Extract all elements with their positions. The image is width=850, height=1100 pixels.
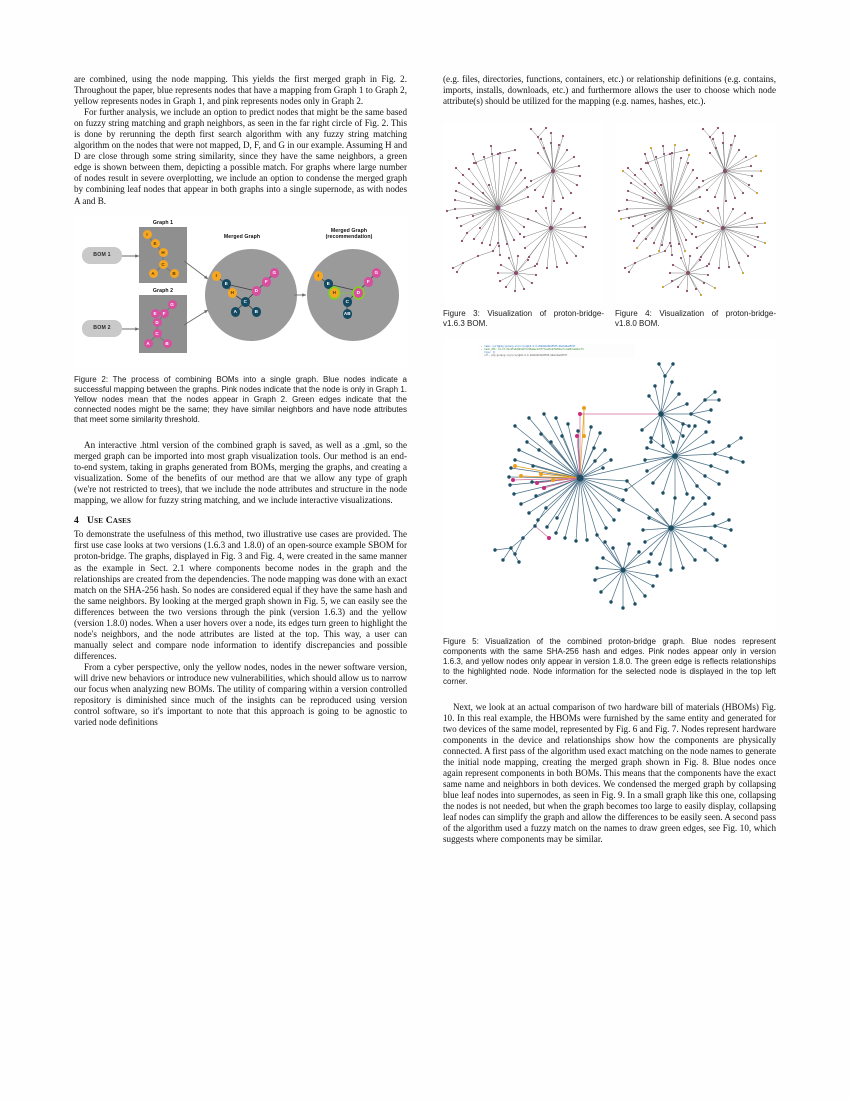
g1-node-A: A [149,269,158,278]
merged-node-D: D [252,286,262,296]
figure-3-graph [443,123,604,303]
rec-node-F: F [364,277,374,287]
merged-node-I: I [212,271,222,281]
g2-node-B: B [163,339,172,348]
figure-5-node-info-tooltip [479,344,635,358]
section-number: 4 [74,514,79,526]
figure-5-nodes [493,362,744,609]
rec-node-AB: AB [343,309,353,319]
paragraph-left-1: are combined, using the node mapping. This yields the first merged graph in Fig. 2. Throughout the paper, blue represents nodes that have a mapping from Graph 1 to Graph 2, yellow represents nodes in Graph 1, and pink represents nodes only in Graph 2. [74,74,407,107]
figure-3-caption: Figure 3: Visualization of proton-bridge-v1.6.3 BOM. [443,309,604,329]
figure-2 [74,217,407,426]
rec-node-E: E [324,279,334,289]
graph2-label: Graph 2 [152,287,174,294]
section-heading-use-cases [74,515,407,526]
paragraph-right-2: Next, we look at an actual comparison of two hardware bill of materials (HBOMs) Fig. 10. In this real example, the HBOMs were furnished by the same entity and generated for two devices of the same model, represented by Fig. 6 and Fig. 7. Nodes represent hardware components in the device and relationships show how the components are physically connected. A first pass of the algorithm used exact matching on the node names to generate the initial node mapping, creating the merged graph shown in Fig. 8. Blue nodes once again represent components in both BOMs. This means that the components have the exact same name and neighbors in both devices. We condensed the merged graph by collapsing blue leaf nodes into supernodes, as seen in Fig. 9. In a small graph like this one, collapsing the nodes is not needed, but when the graph becomes too large to easily display, collapsing leaf nodes can simplify the graph and allow the differences to be easily seen. A second pass of the algorithm used a fuzzy match on the names to draw green edges, see Fig. 10, which suggests where components may be similar. [443,701,776,845]
paragraph-right-1: (e.g. files, directories, functions, containers, etc.) or relationship definitions (e.g. contains, imports, installs, downloads, etc.) and furthermore allows the user to choose which node attribute(s) should be utilized for the mapping (e.g. names, hashes, etc.). [443,74,776,107]
left-column [74,74,407,728]
rec-node-C: C [343,297,353,307]
figure-2-diagram [74,217,407,369]
paragraph-left-4: To demonstrate the usefulness of this method, two illustrative use cases are provided. The first use case looks at two versions (1.6.3 and 1.8.0) of an open-source example SBOM for proton-bridge. The graphs, displayed in Fig. 3 and Fig. 4, were created in the same manner as the example in Sect. 2.1 where components become nodes in the graph and the relationships are created from the dependencies. The node mapping was done with an exact match on the SHA-256 hash. So nodes are considered equal if they have the same hash and the same neighbors. By looking at the merged graph shown in Fig. 5, we can easily see the differences between the two versions through the pink (version 1.6.3) and the yellow (version 1.8.0) nodes. When a user hovers over a node, its edges turn green to highlight the node's neighbors, and the node attributes are listed at the top. This way, a user can manually select and compare node information to identify discrepancies and possible differences. [74,529,407,661]
merged-node-E: E [222,279,232,289]
g2-node-A: A [144,339,153,348]
g2-node-D: D [153,318,162,327]
rec-node-I: I [314,271,324,281]
merged-node-H: H [228,288,238,298]
figure-5-graph [443,338,776,633]
paragraph-left-3: An interactive .html version of the combined graph is saved, as well as a .gml, so the merged graph can be imported into most graph visualization tools. Our method is an end-to-end system, taking in graphs generated from BOMs, merging the graphs, and creating a visualization. Some of the benefits of our method are that we allow any type of graph (we're not restricted to trees), that we include the node attributes and structure in the node mapping, we allow for fuzzy string matching, and we include interactive visualizations. [74,439,407,505]
tooltip-line-2: ◂ hash_256: a7-b7-01c3fa3d181387cc95a8ac1c5777ea15cd70854ac7ccdd37ea9bcc73 [481,347,584,351]
merged-rec-line-1: Merged Graph [330,227,368,234]
tooltip-line-1: ▸ name: purl@pkg:golang.org/x/sys@v1.0.0-20210423185535-09eb48e85fd7 [481,344,576,348]
g1-node-H: H [159,248,168,257]
merged-node-B: B [252,307,262,317]
figure-4-graph [615,123,776,303]
g2-node-E: E [151,309,160,318]
figure-4-caption: Figure 4: Visualization of proton-bridge-v1.8.0 BOM. [615,309,776,329]
merged-node-C: C [241,297,251,307]
figure-4 [615,123,776,329]
merged-node-G: G [270,268,280,278]
rec-node-G: G [372,268,382,278]
figure-2-caption: Figure 2: The process of combining BOMs into a single graph. Blue nodes indicate a successful mapping between the graphs. Pink nodes indicate that the node is only in Graph 1. Yellow nodes mean that the nodes appear in Graph 2. Green edges indicate that the connected nodes might be the same; they have similar neighbors and have node attributes that meet some similarity threshold. [74,374,407,425]
g2-node-C: C [153,329,162,338]
paragraph-left-5: From a cyber perspective, only the yellow nodes, nodes in the newer software version, will drive new behaviors or introduce new vulnerabilities, which should allow us to narrow our focus when analyzing new BOMs. The utility of comparing within a version controlled repository is diminished since much of the insights can be reproduced using version control software, so it's important to note that this approach is going to be agnostic to varied node definitions [74,661,407,728]
tooltip-line-4: url: pkg:golang.org/x/sys@v0.0.0-20210423185535-09eb48e85fd7 [484,353,568,357]
graph1-label: Graph 1 [152,219,174,226]
g1-node-I: I [143,230,152,239]
rec-node-D: D [354,288,364,298]
right-column [443,74,776,845]
paragraph-left-2: For further analysis, we include an option to predict nodes that might be the same based on fuzzy string matching and graph neighbors, as seen in the far right circle of Fig. 2. This is done by rerunning the depth first search algorithm with any fuzzy string matching algorithm on the nodes that were not mapped, D, F, and G in our example. Assuming H and D are close through some string similarity, since they have the same neighbors, a green edge is shown between them, depicting a possible match. For graphs where large number of nodes result in severe overplotting, we include an option to condense the merged graph by combining leaf nodes that appear in both graphs into a single supernode, as with nodes A and B. [74,107,407,206]
tooltip-line-3: type: {} [484,350,496,354]
bom2-block: BOM 2 [82,320,122,337]
rec-node-H: H [330,288,340,298]
g2-node-F: F [160,309,169,318]
g2-node-G: G [168,300,177,309]
figure-5 [443,338,776,688]
g1-node-C: C [159,260,168,269]
merged-graph-label: Merged Graph [223,233,261,240]
figure-3 [443,123,604,329]
g1-node-E: E [151,239,160,248]
merged-node-A: A [231,307,241,317]
bom1-block: BOM 1 [82,247,122,264]
figure-3-4-row [443,123,776,329]
merged-node-F: F [262,277,272,287]
section-title: Use Cases [87,514,132,526]
merged-rec-line-2: (recommendation) [325,233,373,240]
g1-node-B: B [170,269,179,278]
figure-5-caption: Figure 5: Visualization of the combined proton-bridge graph. Blue nodes represent components with the same SHA-256 hash and edges. Pink nodes appear only in version 1.6.3, and yellow nodes only appear in version 1.8.0. The green edge is reflects relationships to the highlighted node. Node information for the selected node is displayed in the top left corner. [443,636,776,687]
